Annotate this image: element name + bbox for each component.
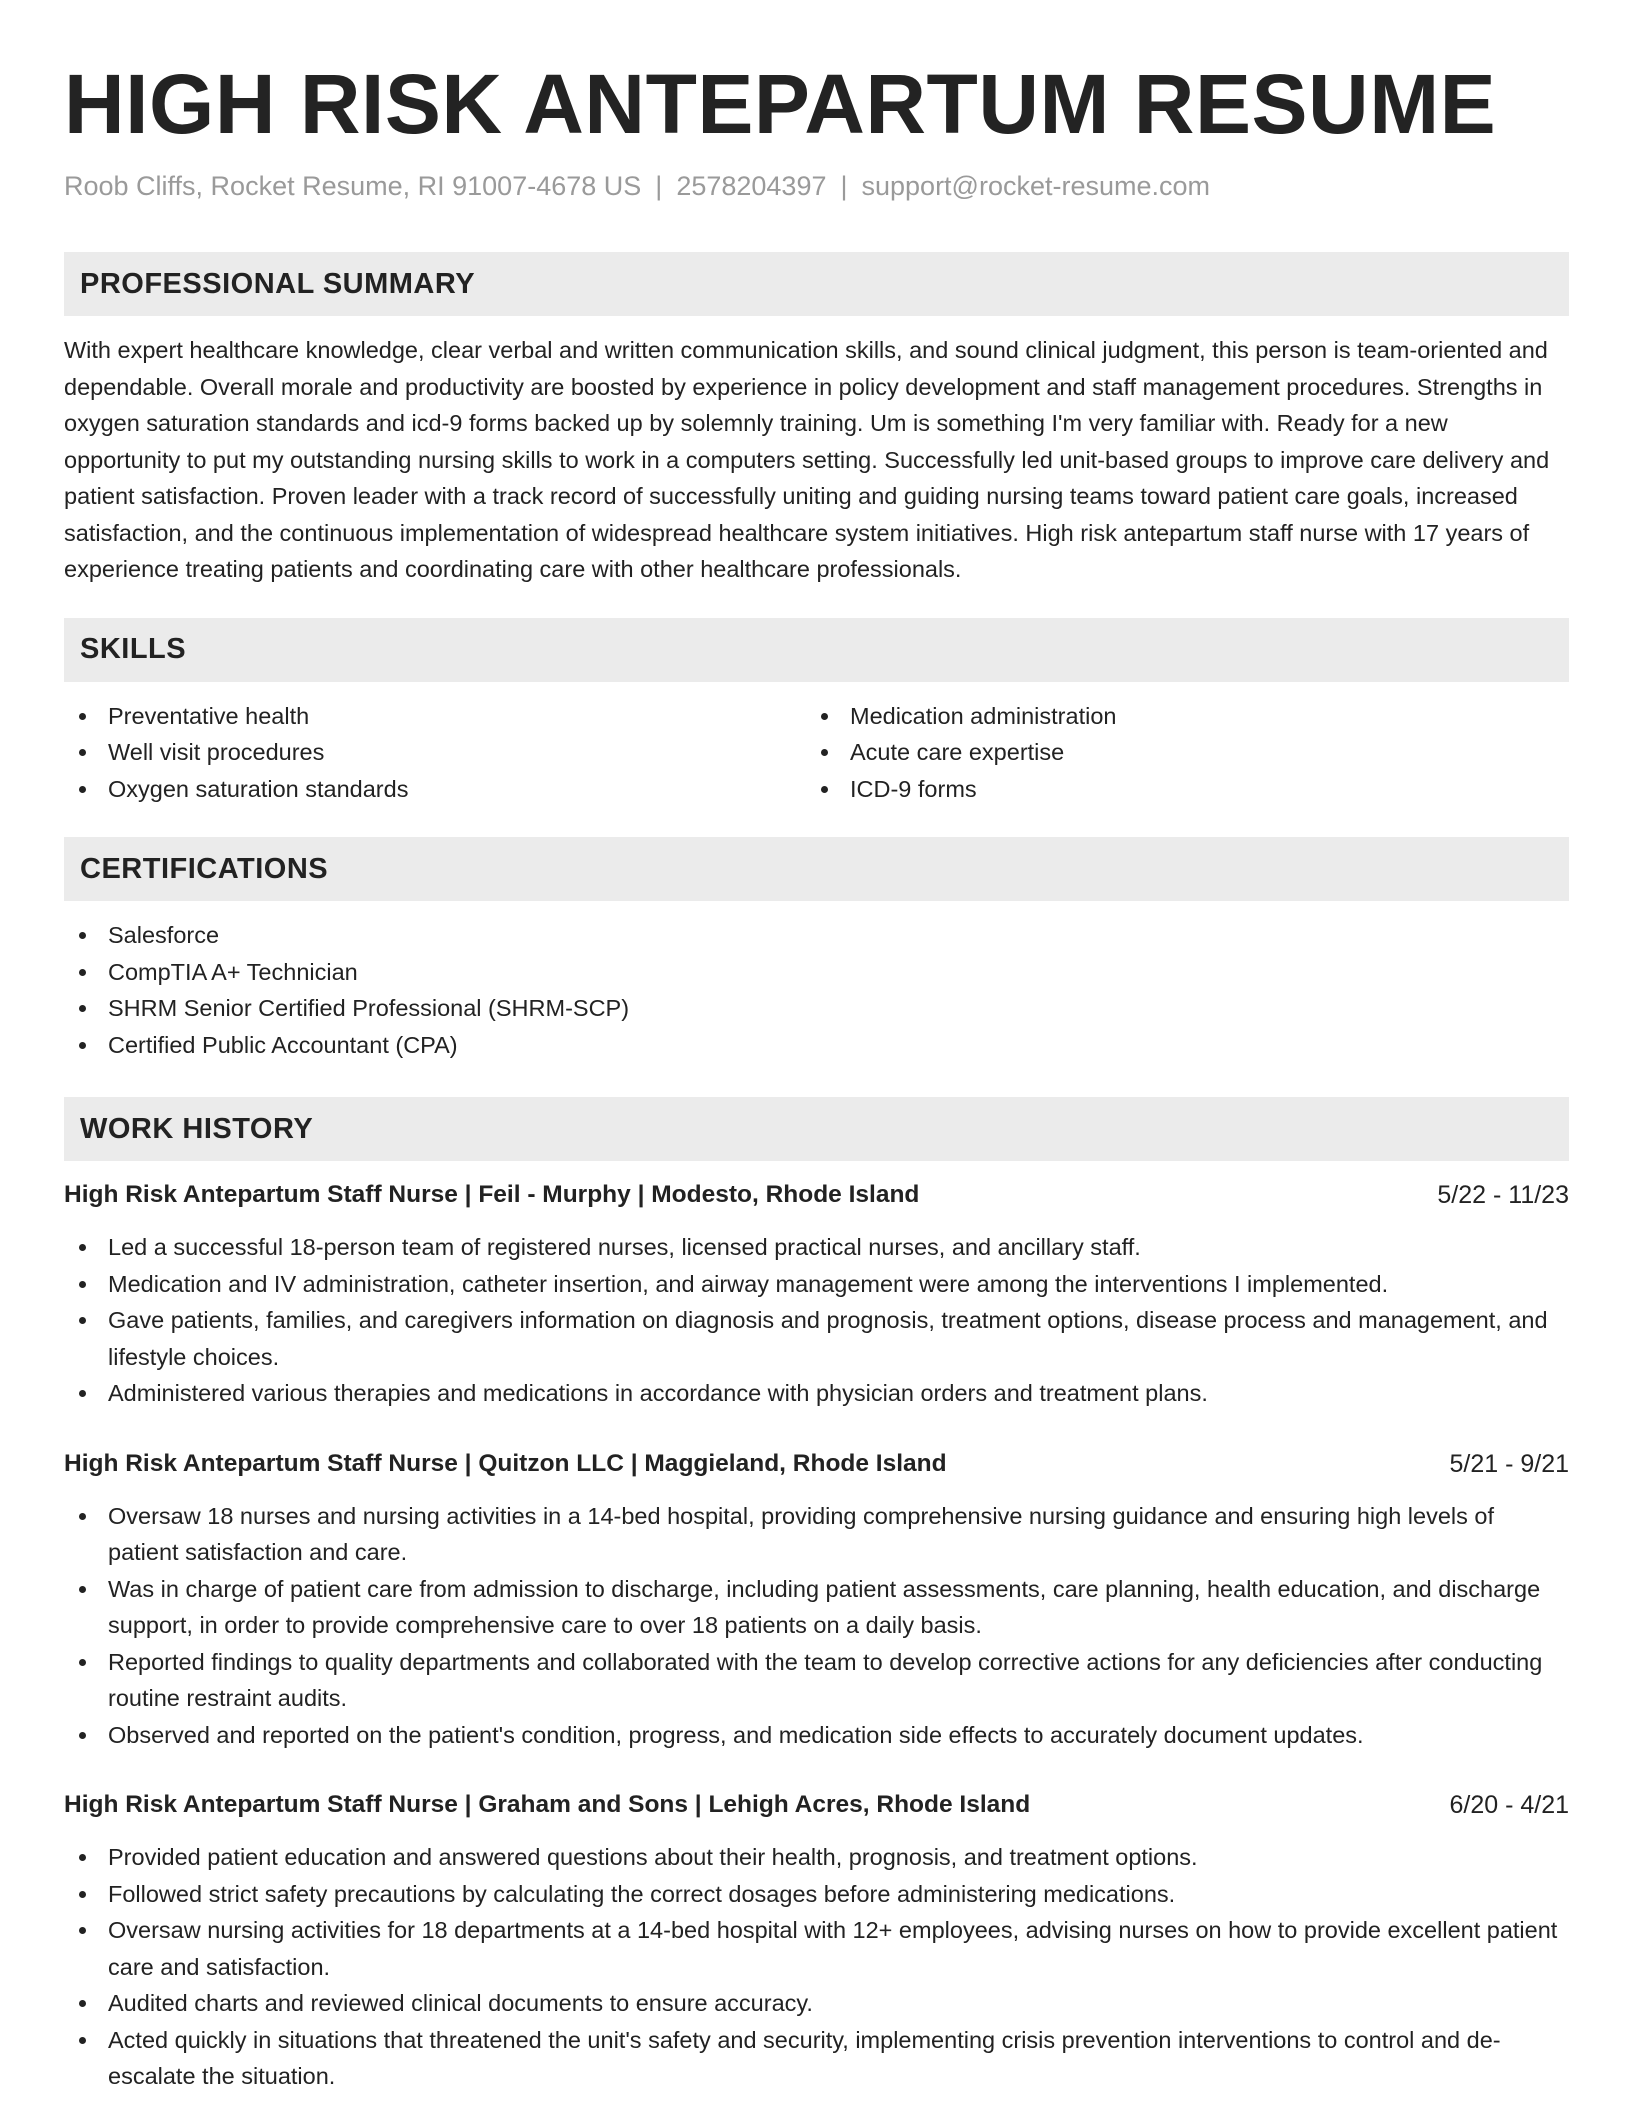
- job-bullet: Oversaw 18 nurses and nursing activities in a 14-bed hospital, providing comprehensive nursing guidance and ensuring high levels of patient satisfaction and care.: [108, 1498, 1569, 1571]
- job-bullet: Followed strict safety precautions by calculating the correct dosages before administering medications.: [108, 1876, 1569, 1913]
- contact-address: Roob Cliffs, Rocket Resume, RI 91007-4678 US: [64, 171, 642, 201]
- job-bullet: Audited charts and reviewed clinical documents to ensure accuracy.: [108, 1985, 1569, 2022]
- job-dates: 5/22 - 11/23: [1437, 1181, 1569, 1209]
- section-heading-summary: PROFESSIONAL SUMMARY: [64, 252, 1569, 316]
- job-entry: [64, 1177, 1569, 1412]
- certification-item: CompTIA A+ Technician: [108, 954, 1569, 991]
- job-title: High Risk Antepartum Staff Nurse | Quitzon LLC | Maggieland, Rhode Island: [64, 1449, 947, 1477]
- job-title: High Risk Antepartum Staff Nurse | Feil - Murphy | Modesto, Rhode Island: [64, 1181, 920, 1208]
- skill-item: Oxygen saturation standards: [108, 771, 806, 808]
- resume-title: HIGH RISK ANTEPARTUM RESUME: [64, 57, 1497, 151]
- job-bullet: Medication and IV administration, catheter insertion, and airway management were among the interventions I implemented.: [108, 1266, 1569, 1303]
- skills-list-right: [806, 698, 1548, 808]
- job-bullet: Led a successful 18-person team of registered nurses, licensed practical nurses, and ancillary staff.: [108, 1229, 1569, 1266]
- section-heading-skills: SKILLS: [64, 618, 1569, 682]
- contact-separator: |: [655, 171, 663, 201]
- summary-text: With expert healthcare knowledge, clear verbal and written communication skills, and sound clinical judgment, this person is team-oriented and dependable. Overall morale and productivity are boosted by experience in policy development and staff management procedures. Strengths in oxygen saturation standards and icd-9 forms backed up by solemnly training. Um is something I'm very familiar with. Ready for a new opportunity to put my outstanding nursing skills to work in a computers setting. Successfully led unit-based groups to improve care delivery and patient satisfaction. Proven leader with a track record of successfully uniting and guiding nursing teams toward patient care goals, increased satisfaction, and the continuous implementation of widespread healthcare system initiatives. High risk antepartum staff nurse with 17 years of experience treating patients and coordinating care with other healthcare professionals.: [64, 337, 1550, 582]
- job-bullets: [64, 1498, 1569, 1754]
- contact-phone: 2578204397: [676, 171, 827, 201]
- job-bullet: Oversaw nursing activities for 18 departments at a 14-bed hospital with 12+ employees, advising nurses on how to provide excellent patient care and satisfaction.: [108, 1912, 1569, 1985]
- job-bullet: Gave patients, families, and caregivers information on diagnosis and prognosis, treatment options, disease process and management, and lifestyle choices.: [108, 1302, 1569, 1375]
- skills-list-left: [64, 698, 806, 808]
- job-bullet: Administered various therapies and medications in accordance with physician orders and treatment plans.: [108, 1375, 1569, 1412]
- job-bullets: [64, 1229, 1569, 1412]
- section-heading-certifications: CERTIFICATIONS: [64, 837, 1569, 901]
- job-bullet: Reported findings to quality departments and collaborated with the team to develop corrective actions for any deficiencies after conducting routine restraint audits.: [108, 1644, 1569, 1717]
- skill-item: Well visit procedures: [108, 734, 806, 771]
- certification-item: Salesforce: [108, 917, 1569, 954]
- skill-item: ICD-9 forms: [850, 771, 1548, 808]
- contact-line: [64, 170, 1569, 202]
- job-entry: [64, 1787, 1569, 2095]
- job-dates: 6/20 - 4/21: [1449, 1791, 1569, 1819]
- job-bullet: Was in charge of patient care from admission to discharge, including patient assessments, care planning, health education, and discharge support, in order to provide comprehensive care to over 18 patients on a daily basis.: [108, 1571, 1569, 1644]
- skill-item: Acute care expertise: [850, 734, 1548, 771]
- job-bullet: Acted quickly in situations that threatened the unit's safety and security, implementing crisis prevention interventions to control and de-escalate the situation.: [108, 2022, 1569, 2095]
- job-header: [64, 1177, 1569, 1213]
- job-header: [64, 1446, 1569, 1482]
- contact-email: support@rocket-resume.com: [861, 171, 1211, 201]
- resume-page: [64, 0, 1569, 2095]
- job-title: High Risk Antepartum Staff Nurse | Graham and Sons | Lehigh Acres, Rhode Island: [64, 1791, 1031, 1818]
- job-dates: 5/21 - 9/21: [1449, 1449, 1569, 1478]
- job-bullet: Provided patient education and answered questions about their health, prognosis, and treatment options.: [108, 1839, 1569, 1876]
- job-bullets: [64, 1839, 1569, 2095]
- certification-item: Certified Public Accountant (CPA): [108, 1027, 1569, 1064]
- job-bullet: Observed and reported on the patient's condition, progress, and medication side effects to accurately document updates.: [108, 1717, 1569, 1754]
- job-entry: [64, 1446, 1569, 1754]
- contact-separator: |: [840, 171, 848, 201]
- skill-item: Preventative health: [108, 698, 806, 735]
- certifications-list: [64, 917, 1569, 1063]
- section-heading-work-history: WORK HISTORY: [64, 1097, 1569, 1161]
- skill-item: Medication administration: [850, 698, 1548, 735]
- certification-item: SHRM Senior Certified Professional (SHRM-SCP): [108, 990, 1569, 1027]
- skills-grid: [64, 698, 1569, 808]
- job-header: [64, 1787, 1569, 1823]
